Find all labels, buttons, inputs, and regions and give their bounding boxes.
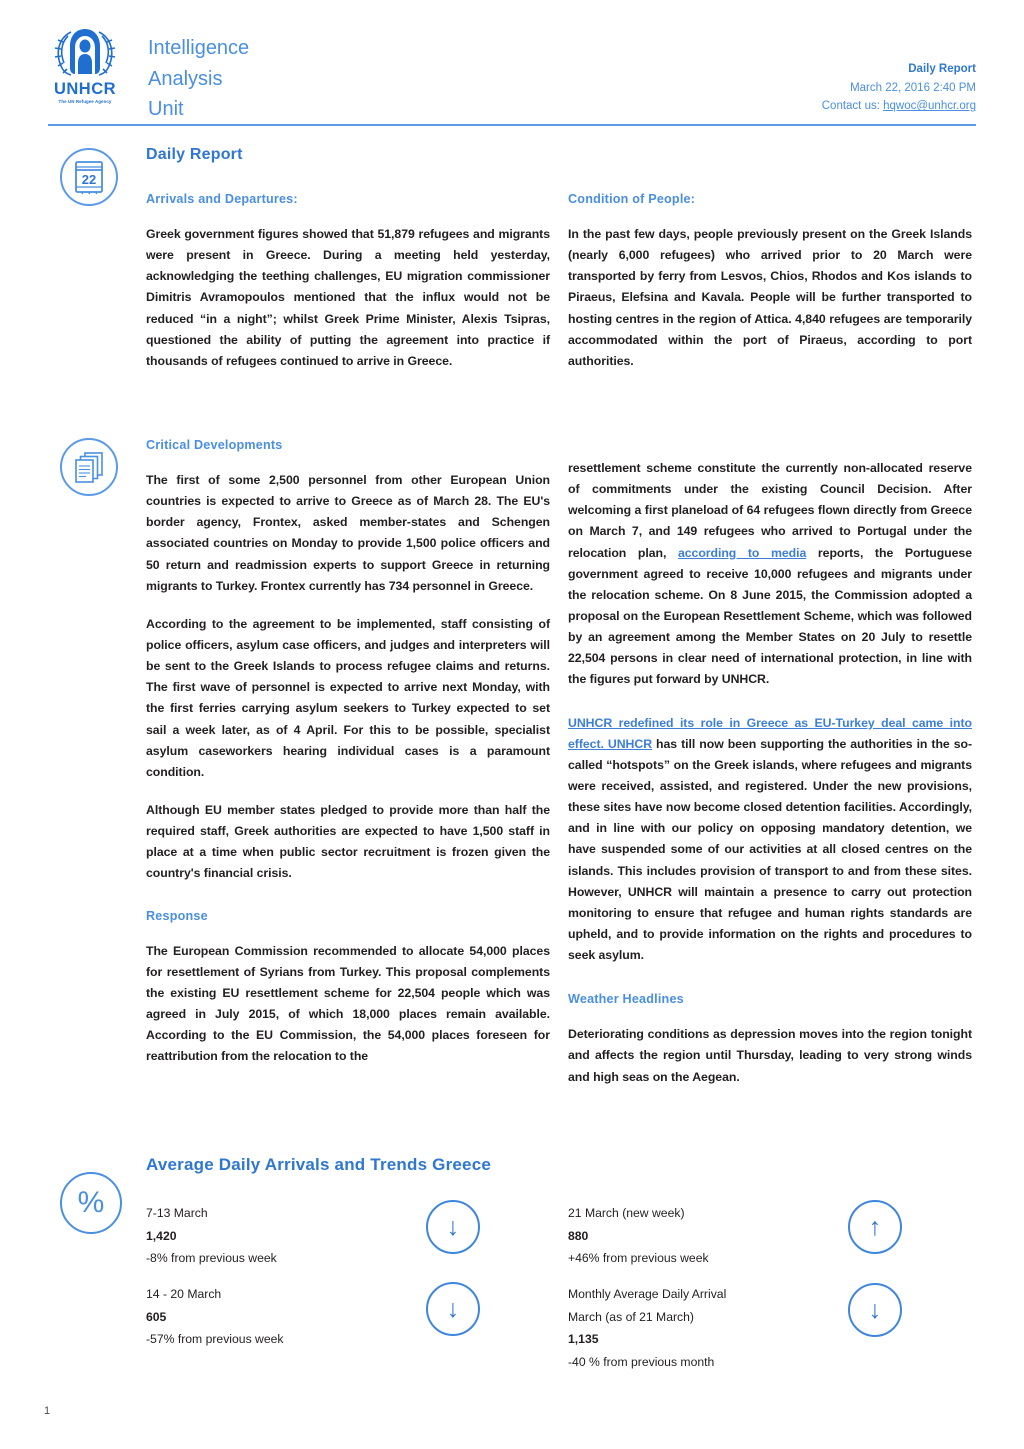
percent-icon-badge [60, 1172, 122, 1234]
unhcr-logo [48, 22, 122, 104]
condition-of-people-heading: Condition of People: [568, 192, 696, 206]
unhcr-wordmark: UNHCR [53, 80, 117, 98]
critical-developments-paragraph-2: According to the agreement to be implemented, staff consisting of police officers, asylum case officers, and judges and interpreters will be sent to the Greek Islands to process refugee claims and returns. The first wave of personnel is expected to arrive next Monday, with the first ferries carrying asylum seekers to Turkey expected to set sail a week later, as of 4 April. For this to be possible, specialist asylum caseworkers hearing individual cases is a paramount condition. [146, 616, 550, 779]
unhcr-tagline: The UN Refugee Agency [58, 98, 112, 104]
resettlement-text-after-link: reports, the Portuguese government agreed to receive 10,000 refugees and migrants under the relocation scheme. On 8 June 2015, the Commission adopted a proposal on the European Resettlement Scheme, which was followed by an agreement among the Member States on 20 July to resettle 22,504 persons in clear need of international protection, in line with the figures put forward by UNHCR. [568, 545, 972, 687]
critical-developments-continued-column [568, 458, 972, 1088]
stat-block-monthly-average [568, 1283, 868, 1373]
header-contact [822, 97, 976, 116]
unhcr-redefined-role-link[interactable]: UNHCR redefined its role in Greece as EU-Turkey deal came into effect. UNHCR [568, 715, 972, 751]
stat-change: -40 % from previous month [568, 1354, 715, 1369]
response-paragraph: The European Commission recommended to allocate 54,000 places for resettlement of Syrians from Turkey. This proposal complements the existing EU resettlement scheme for 22,504 people which was agreed in July 2015, of which 18,000 places remain available. According to the EU Commission, the 54,000 places foreseen for reattribution from the relocation to the [146, 943, 550, 1064]
contact-email-link[interactable]: hqwoc@unhcr.org [883, 100, 976, 113]
stat-value: 1,135 [568, 1332, 599, 1347]
trends-title: Average Daily Arrivals and Trends Greece [146, 1155, 492, 1174]
resettlement-paragraph [568, 458, 972, 691]
response-heading: Response [146, 908, 208, 923]
arrow-up-icon: ↑ [868, 1212, 882, 1241]
stat-period: 14 - 20 March [146, 1287, 222, 1301]
unit-title-line1: Intelligence [148, 37, 250, 59]
unhcr-role-text-after-link: has till now been supporting the authorities in the so-called “hotspots” on the Greek islands, where refugees and migrants were received, assisted, and registered. Under the new provisions, these sites have now become closed detention facilities. Accordingly, and in line with our policy on opposing mandatory detention, we have suspended some of our activities at all closed centres on the islands. This includes provision of transport to and from these sites. However, UNHCR will maintain a presence to carry out protection monitoring to ensure that refugee and human rights standards are upheld, and to provide information on the rights and procedures to seek asylum. [568, 736, 973, 963]
weather-headlines-paragraph: Deteriorating conditions as depression moves into the region tonight and affects the region until Thursday, leading to very strong winds and high seas on the Aegean. [568, 1027, 972, 1084]
unhcr-role-paragraph [568, 713, 972, 967]
brand-block [48, 22, 249, 125]
critical-developments-column [146, 438, 550, 1067]
unhcr-emblem-icon [49, 22, 121, 80]
weather-headlines-heading: Weather Headlines [568, 992, 684, 1007]
stat-period: 21 March (new week) [568, 1206, 685, 1220]
documents-stack-icon [72, 450, 106, 484]
daily-report-title: Daily Report [146, 146, 243, 163]
stat-value: 880 [568, 1228, 589, 1243]
stat-value: 1,420 [146, 1228, 177, 1243]
calendar-icon [72, 159, 106, 195]
trends-title-block [146, 1155, 550, 1197]
arrow-down-icon-badge-3 [848, 1283, 902, 1337]
contact-prefix: Contact us: [821, 100, 884, 113]
arrow-down-icon-badge-1 [426, 1200, 480, 1254]
header-meta [822, 60, 976, 116]
percent-icon: % [77, 1186, 105, 1219]
arrivals-departures-paragraph: Greek government figures showed that 51,879 refugees and migrants were present in Greece. During a meeting held yesterday, acknowledging the teething challenges, EU migration commissioner Dimitris Avramopoulos mentioned that the influx would not be reduced “in a night”; whilst Greek Prime Minister, Alexis Tsipras, questioned the ability of putting the agreement into practice if thousands of refugees continued to arrive in Greece. [146, 227, 550, 368]
arrow-down-icon-badge-2 [426, 1282, 480, 1336]
arrow-down-icon: ↓ [446, 1212, 460, 1241]
stat-change: -8% from previous week [146, 1251, 277, 1266]
stat-block-week-21-march [568, 1202, 868, 1270]
calendar-day-number: 22 [81, 172, 97, 187]
critical-developments-paragraph-3: Although EU member states pledged to provide more than half the required staff, Greek authorities are expected to have 1,500 staff in place at a time when public sector recruitment is frozen given the country's financial crisis. [146, 802, 550, 881]
critical-developments-heading: Critical Developments [146, 438, 283, 452]
header-divider [48, 124, 976, 126]
stat-change: +46% from previous week [568, 1251, 709, 1266]
condition-of-people-paragraph: In the past few days, people previously present on the Greek Islands (nearly 6,000 refugees) who arrived prior to 20 March were transported by ferry from Lesvos, Chios, Rhodos and Kos islands to Piraeus, Elefsina and Kavala. People will be further transported to hosting centres in the region of Attica. 4,840 refugees are temporarily accommodated within the port of Piraeus, according to port authorities. [568, 227, 972, 368]
daily-report-right-column [568, 192, 972, 372]
header-datetime: March 22, 2016 2:40 PM [850, 81, 976, 94]
arrow-up-icon-badge [848, 1200, 902, 1254]
according-to-media-link[interactable]: according to media [677, 545, 807, 560]
header-report-label: Daily Report [908, 63, 976, 75]
arrow-down-icon: ↓ [446, 1294, 460, 1323]
calendar-icon-badge [60, 148, 118, 206]
stat-period-line2: March (as of 21 March) [568, 1309, 694, 1324]
stat-value: 605 [146, 1309, 167, 1324]
stat-block-week-14-20-march [146, 1283, 446, 1351]
documents-icon-badge [60, 438, 118, 496]
document-header [48, 22, 976, 122]
page-number: 1 [44, 1405, 51, 1417]
stat-period-line1: Monthly Average Daily Arrival [568, 1287, 727, 1301]
unit-title-line2: Analysis [148, 67, 223, 90]
stat-block-week-7-13-march [146, 1202, 446, 1270]
daily-report-left-column [146, 146, 550, 372]
stat-period: 7-13 March [146, 1206, 208, 1220]
arrivals-departures-heading: Arrivals and Departures: [146, 192, 298, 206]
arrow-down-icon: ↓ [868, 1295, 882, 1324]
unit-title [148, 33, 249, 125]
unit-title-line3: Unit [148, 98, 184, 121]
resettlement-text-before-link: resettlement scheme constitute the currently non-allocated reserve of commitments under the existing Council Decision. After welcoming a first planeload of 64 refugees flown directly from Greece on March 7, and 149 refugees who arrived to Portugal under the relocation plan, [568, 461, 972, 560]
critical-developments-paragraph-1: The first of some 2,500 personnel from other European Union countries is expected to arrive to Greece as of March 28. The EU's border agency, Frontex, asked member-states and Schengen associated countries on Monday to provide 1,500 police officers and 50 return and readmission experts to support Greece in returning migrants to Turkey. Frontex currently has 734 personnel in Greece. [146, 473, 550, 593]
stat-change: -57% from previous week [146, 1332, 284, 1347]
